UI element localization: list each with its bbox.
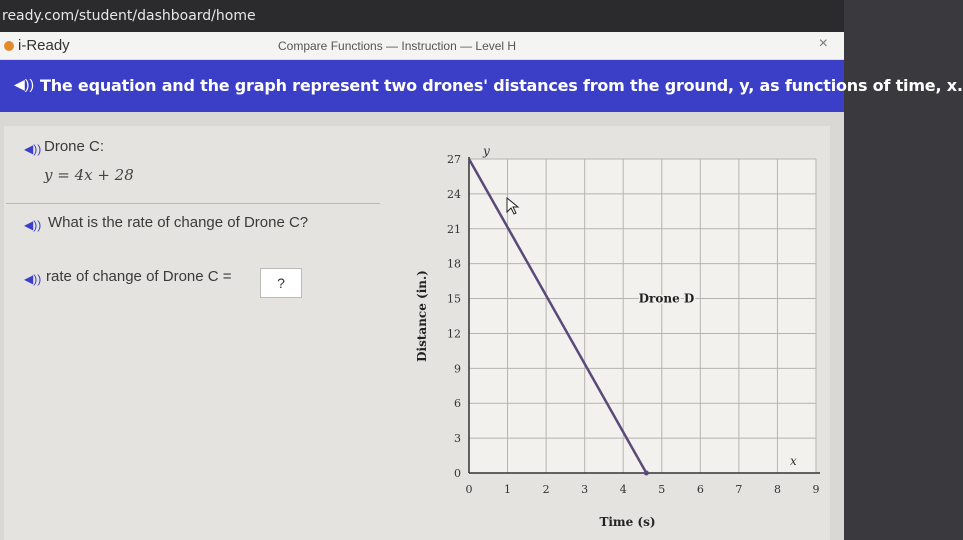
- drone-c-label: Drone C:: [44, 138, 105, 155]
- x-tick-label: 0: [465, 483, 473, 496]
- plot-background: [469, 159, 816, 473]
- url-text[interactable]: ready.com/student/dashboard/home: [2, 8, 256, 24]
- lesson-area: [0, 112, 844, 540]
- x-tick-label: 1: [504, 483, 512, 496]
- lesson-title: Compare Functions — Instruction — Level H: [278, 39, 517, 53]
- x-tick-label: 4: [619, 483, 627, 496]
- y-tick-label: 15: [447, 292, 461, 306]
- y-tick-label: 27: [447, 153, 461, 166]
- y-axis-variable: y: [483, 144, 490, 158]
- speaker-icon[interactable]: ◀)): [24, 142, 42, 156]
- y-axis-title: Distance (in.): [415, 270, 429, 362]
- x-tick-label: 9: [812, 483, 820, 496]
- y-tick-label: 24: [447, 187, 461, 201]
- x-tick-label: 8: [773, 483, 781, 496]
- y-tick-label: 9: [454, 362, 461, 376]
- app-header: [0, 32, 844, 60]
- browser-address-bar[interactable]: [0, 0, 844, 32]
- y-tick-label: 21: [447, 222, 461, 236]
- x-tick-label: 5: [658, 483, 666, 496]
- y-tick-label: 6: [454, 397, 461, 411]
- x-axis-title: Time (s): [599, 515, 656, 529]
- iready-logo[interactable]: [4, 37, 70, 54]
- drone-c-equation: y = 4x + 28: [44, 166, 134, 184]
- speaker-icon[interactable]: ◀)): [24, 272, 42, 286]
- x-tick-label: 3: [581, 483, 589, 496]
- logo-gem-icon: [4, 41, 14, 51]
- y-tick-label: 0: [454, 467, 461, 480]
- speaker-icon[interactable]: ◀)): [24, 218, 42, 232]
- x-tick-label: 7: [735, 483, 743, 496]
- series-endpoint: [644, 471, 649, 476]
- speaker-icon[interactable]: ◀)): [14, 76, 35, 92]
- problem-panel: [4, 126, 830, 540]
- answer-input[interactable]: ?: [260, 268, 302, 298]
- close-icon[interactable]: ×: [818, 35, 828, 52]
- drone-d-graph: [4, 126, 830, 540]
- x-tick-label: 2: [542, 483, 550, 496]
- series-label: Drone D: [638, 291, 695, 306]
- y-tick-label: 3: [454, 432, 461, 446]
- question-text: What is the rate of change of Drone C?: [48, 214, 309, 231]
- x-tick-label: 6: [696, 483, 704, 496]
- instruction-banner: [0, 60, 963, 112]
- x-axis-variable: x: [790, 454, 797, 468]
- logo-text: i-Ready: [18, 37, 70, 54]
- mouse-cursor-icon: [506, 197, 520, 215]
- y-tick-label: 18: [447, 257, 461, 271]
- answer-label: rate of change of Drone C =: [46, 268, 232, 285]
- instruction-text: The equation and the graph represent two drones' distances from the ground, y, as functions of time, x.: [40, 76, 963, 95]
- y-tick-label: 12: [447, 327, 461, 341]
